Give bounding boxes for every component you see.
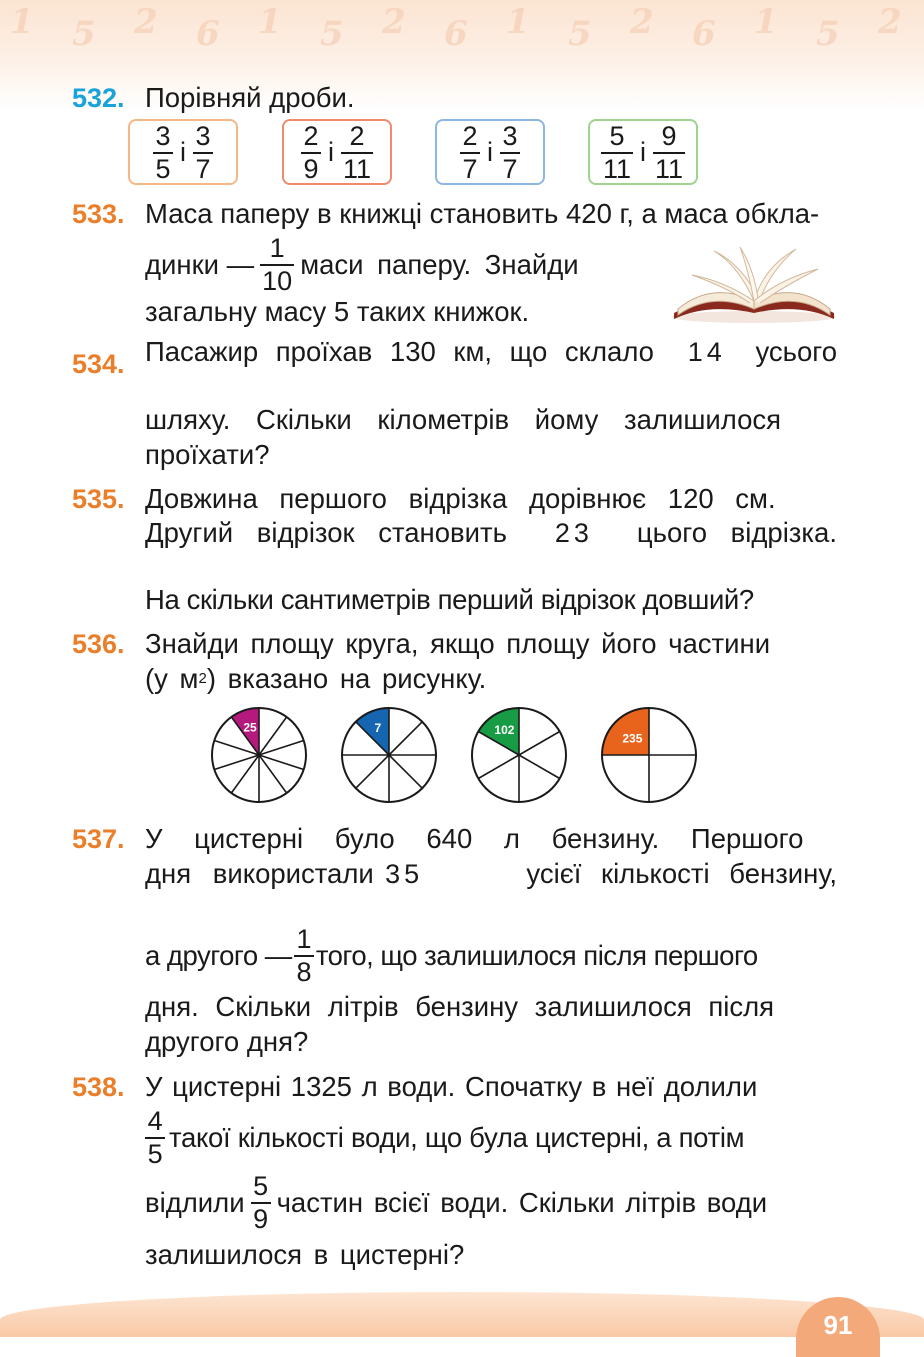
fraction: [653, 122, 685, 183]
sector-area-label: 7: [374, 721, 382, 736]
text-fragment: частин всієї води. Скільки літрів води: [276, 1186, 768, 1218]
fraction: [193, 122, 213, 183]
decorative-digit: 5: [568, 14, 592, 54]
exercise-text-line: (у м 2 ) вказано на рисунку.: [145, 663, 487, 694]
denominator: 11: [342, 153, 372, 184]
exercise-text-line: [145, 858, 837, 890]
decorative-digit: 2: [134, 2, 158, 42]
text-fragment: такої кількості води, що була цистерні, а потім: [169, 1121, 745, 1153]
comparison-separator: і: [640, 136, 646, 167]
fraction-comparison-box: [128, 119, 238, 185]
denominator: 5: [404, 859, 420, 889]
decorative-digit: 2: [878, 2, 902, 42]
decorative-digit: 5: [72, 14, 96, 54]
fraction: [686, 338, 724, 366]
denominator: 3: [573, 518, 589, 548]
sector-area-label: 25: [243, 720, 257, 735]
text-fragment: маси паперу. Знайди: [300, 248, 579, 280]
open-book-illustration: [668, 245, 840, 325]
circle-diagrams: [210, 700, 710, 810]
divided-circle: [602, 708, 696, 802]
exercise-number: 534.: [72, 349, 125, 379]
fraction-comparison-box: [435, 119, 545, 185]
denominator: 11: [655, 153, 684, 184]
fraction: [383, 860, 421, 888]
numerator: 3: [385, 859, 401, 889]
exercise-text-line: Довжина першого відрізка дорівнює 120 см.: [145, 483, 776, 514]
decorative-digit: 2: [630, 2, 654, 42]
fraction: [341, 122, 373, 183]
decorative-digit: 1: [506, 2, 530, 42]
numerator: 1: [687, 337, 703, 367]
denominator: 5: [155, 153, 171, 184]
fraction: [251, 1172, 271, 1233]
exercise-text-line: [145, 234, 645, 295]
divided-circle: [212, 708, 306, 802]
fraction: [145, 1107, 165, 1168]
text-fragment: дня використали: [145, 858, 374, 889]
exercise-text-line: [145, 925, 837, 986]
sector-area-label: 102: [494, 722, 515, 737]
text-fragment: а другого —: [145, 939, 292, 971]
fraction: [601, 122, 633, 183]
numerator: 5: [253, 1171, 269, 1201]
decorative-digit: 6: [444, 14, 468, 54]
comparison-separator: і: [180, 136, 186, 167]
denominator: 7: [502, 153, 518, 184]
fraction: [553, 519, 591, 547]
fraction: [500, 122, 520, 183]
exercise-number: 533.: [72, 199, 125, 229]
shaded-sector: [356, 708, 389, 755]
fraction: [260, 234, 294, 295]
text-fragment: ) вказано на рисунку.: [206, 663, 487, 694]
exercise-text-line: У цистерні було 640 л бензину. Першого: [145, 823, 804, 854]
exercise-number: 538.: [72, 1072, 125, 1102]
exercise-number: 537.: [72, 824, 125, 854]
numerator: 2: [349, 120, 365, 151]
denominator: 4: [706, 337, 722, 367]
comparison-separator: і: [327, 136, 334, 167]
decorative-digit: 5: [816, 14, 840, 54]
text-fragment: Пасажир проїхав 130 км, що склало: [145, 336, 654, 367]
text-fragment: цього відрізка.: [636, 517, 837, 548]
denominator: 8: [296, 957, 312, 987]
exercise-text-line: [145, 1172, 837, 1233]
exercise-text-line: залишилося в цистерні?: [145, 1239, 465, 1270]
footer-decoration-band: [0, 1292, 924, 1337]
numerator: 9: [661, 120, 677, 151]
fraction: [460, 122, 480, 183]
page-number: 91: [796, 1297, 880, 1357]
exercise-number: 535.: [72, 484, 125, 514]
decorative-digit: 5: [320, 14, 344, 54]
decorative-digit: 6: [196, 14, 220, 54]
exercise-text-line: На скільки сантиметрів перший відрізок довший?: [145, 584, 754, 615]
decorative-digit: 1: [258, 2, 282, 42]
numerator: 2: [462, 120, 478, 151]
numerator: 3: [195, 120, 211, 151]
text-fragment: усього: [755, 336, 837, 367]
sector-area-label: 235: [622, 731, 643, 746]
exercise-text-line: загальну масу 5 таких книжок.: [145, 296, 530, 327]
decorative-digit: 1: [10, 2, 34, 42]
comparison-separator: і: [487, 136, 493, 167]
divided-circle: [342, 708, 436, 802]
numerator: 2: [303, 120, 319, 151]
exercise-text-line: У цистерні 1325 л води. Спочатку в неї долили: [145, 1071, 758, 1102]
denominator: 7: [195, 153, 211, 184]
decorative-digit: 2: [382, 2, 406, 42]
numerator: 1: [296, 924, 312, 954]
numerator: 3: [502, 120, 518, 151]
denominator: 5: [147, 1139, 163, 1169]
exercise-text: Порівняй дроби.: [145, 82, 355, 113]
numerator: 4: [147, 1106, 163, 1136]
text-fragment: того, що залишилося після першого: [315, 939, 758, 971]
text-fragment: усієї кількості бензину,: [526, 858, 837, 889]
text-fragment: Другий відрізок становить: [145, 517, 507, 548]
denominator: 9: [303, 153, 319, 184]
exercise-text-line: проїхати?: [145, 439, 270, 470]
exercise-text-line: дня. Скільки літрів бензину залишилося після: [145, 991, 775, 1022]
fraction: [294, 925, 314, 986]
exercise-number: 536.: [72, 629, 125, 659]
exercise-text-line: [145, 336, 837, 368]
exercise-text-line: Маса паперу в книжці становить 420 г, а маса обкла-: [145, 198, 820, 229]
numerator: 1: [269, 233, 285, 263]
text-fragment: динки —: [145, 248, 255, 280]
exercise-text-line: [145, 1107, 837, 1168]
exercise-number: 532.: [72, 83, 125, 113]
decorative-digit: 1: [754, 2, 778, 42]
exercise-text-line: шляху. Скільки кілометрів йому залишилося: [145, 404, 782, 435]
fraction-comparison-box: [588, 119, 698, 185]
text-fragment: відлили: [145, 1186, 245, 1218]
exercise-text-line: [145, 517, 837, 549]
numerator: 5: [609, 120, 625, 151]
fraction-comparison-box: [282, 119, 392, 185]
denominator: 7: [462, 153, 478, 184]
exercise-text-line: другого дня?: [145, 1026, 309, 1057]
numerator: 3: [155, 120, 171, 151]
numerator: 2: [554, 518, 570, 548]
denominator: 9: [253, 1204, 269, 1234]
denominator: 10: [262, 266, 293, 296]
fraction: [301, 122, 321, 183]
denominator: 11: [602, 153, 631, 184]
exercise-text-line: Знайди площу круга, якщо площу його частини: [145, 628, 771, 659]
divided-circle: [472, 708, 566, 802]
decorative-digit: 6: [692, 14, 716, 54]
fraction: [153, 122, 173, 183]
text-fragment: (у м: [145, 663, 199, 694]
